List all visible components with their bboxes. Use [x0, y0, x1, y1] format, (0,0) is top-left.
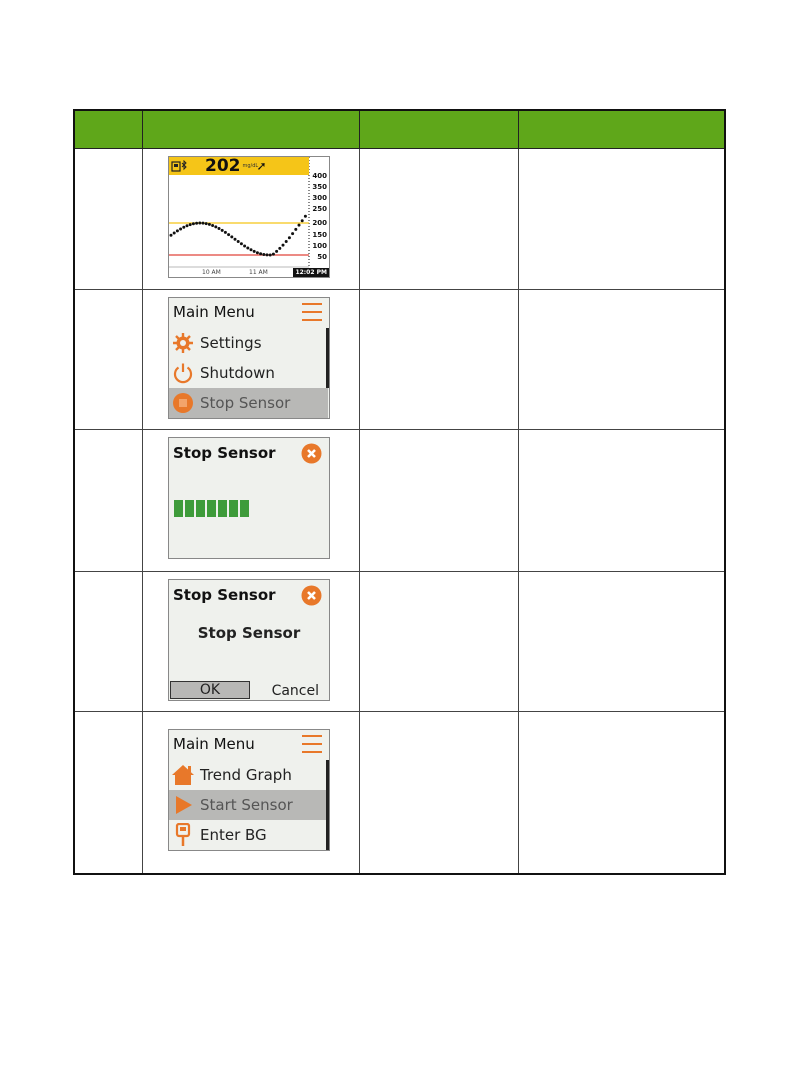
scrollbar[interactable] [326, 328, 329, 388]
table-row [74, 430, 725, 572]
table-header-row [74, 110, 725, 149]
progress-block [218, 500, 227, 517]
close-circle-icon[interactable] [301, 585, 322, 606]
y-tick-label: 150 [312, 231, 327, 239]
menu-item-label: Settings [200, 334, 262, 352]
trend-dot [186, 224, 189, 227]
trend-dot [208, 223, 211, 226]
trend-dot [230, 235, 233, 238]
step-cell [74, 149, 143, 290]
trend-dot [170, 234, 173, 237]
y-tick-label: 50 [317, 253, 327, 261]
stop-circle-icon [169, 392, 197, 414]
menu-item-label: Shutdown [200, 364, 275, 382]
step-cell [74, 572, 143, 712]
trend-dot [240, 242, 243, 245]
meter-bluetooth-icon [171, 160, 187, 173]
stop-sensor-confirm-screen [168, 579, 330, 701]
screen-cell [143, 430, 360, 572]
menu-item-label: Trend Graph [200, 766, 292, 784]
header-cell-2 [143, 110, 360, 149]
menu-item-enter-bg[interactable] [169, 820, 328, 850]
progress-block [174, 500, 183, 517]
description-cell [519, 572, 726, 712]
trend-dot [285, 240, 288, 243]
scrollbar[interactable] [326, 760, 329, 850]
menu-item-shutdown[interactable] [169, 358, 328, 388]
progress-block [207, 500, 216, 517]
home-icon [169, 764, 197, 786]
screen-cell [143, 712, 360, 875]
close-circle-icon[interactable] [301, 443, 322, 464]
glucose-header [169, 157, 309, 175]
trend-dot [211, 224, 214, 227]
trend-dot [237, 240, 240, 243]
trend-dot [179, 228, 182, 231]
trend-dot [189, 223, 192, 226]
action-cell [360, 712, 519, 875]
menu-title: Main Menu [173, 303, 255, 321]
table-row [74, 149, 725, 290]
progress-block [240, 500, 249, 517]
trend-dot [192, 222, 195, 225]
trend-dot [272, 253, 275, 256]
glucose-value: 202 [205, 156, 241, 176]
trend-dot [246, 247, 249, 250]
header-cell-1 [74, 110, 143, 149]
trend-dot [291, 232, 294, 235]
trend-dot [198, 222, 201, 225]
menu-item-start-sensor[interactable] [169, 790, 328, 820]
trend-dot [288, 236, 291, 239]
step-cell [74, 430, 143, 572]
trend-arrow-icon: ➚ [256, 159, 267, 173]
trend-graph-screen [168, 156, 330, 278]
step-cell [74, 712, 143, 875]
trend-dot [269, 254, 272, 257]
trend-dot [243, 245, 246, 248]
trend-dot [224, 231, 227, 234]
ok-button[interactable]: OK [170, 681, 250, 699]
y-tick-label: 100 [312, 242, 327, 250]
trend-dot [256, 251, 259, 254]
action-cell [360, 290, 519, 430]
dialog-title: Stop Sensor [173, 444, 276, 462]
menu-item-settings[interactable] [169, 328, 328, 358]
table-row [74, 290, 725, 430]
menu-item-label: Enter BG [200, 826, 267, 844]
hamburger-icon[interactable] [302, 303, 322, 327]
trend-dot [221, 229, 224, 232]
trend-dot [294, 228, 297, 231]
trend-dot [250, 248, 253, 251]
clock-time: 12:02 PM [295, 269, 327, 276]
trend-plot [169, 157, 329, 277]
trend-dot [182, 226, 185, 229]
trend-dot [282, 244, 285, 247]
action-cell [360, 149, 519, 290]
description-cell [519, 290, 726, 430]
y-tick-label: 350 [312, 183, 327, 191]
trend-dot [253, 250, 256, 253]
gear-icon [169, 332, 197, 354]
progress-block [196, 500, 205, 517]
dialog-message: Stop Sensor [197, 624, 301, 642]
header-cell-4 [519, 110, 726, 149]
trend-dot [173, 232, 176, 235]
power-icon [169, 362, 197, 384]
trend-dot [266, 253, 269, 256]
trend-dot [278, 247, 281, 250]
trend-dot [205, 222, 208, 225]
trend-dot [298, 224, 301, 227]
glucose-unit: mg/dL [242, 163, 259, 169]
x-tick-label: 10 AM [202, 269, 221, 276]
y-tick-label: 300 [312, 194, 327, 202]
action-cell [360, 572, 519, 712]
menu-item-trend-graph[interactable] [169, 760, 328, 790]
trend-dot [275, 250, 278, 253]
y-tick-label: 200 [312, 219, 327, 227]
description-cell [519, 430, 726, 572]
screen-cell [143, 572, 360, 712]
y-tick-label: 400 [312, 172, 327, 180]
dialog-title: Stop Sensor [173, 586, 276, 604]
progress-block [185, 500, 194, 517]
header-cell-3 [360, 110, 519, 149]
cancel-button[interactable]: Cancel [271, 683, 319, 699]
trend-dot [234, 238, 237, 241]
screen-cell [143, 149, 360, 290]
y-tick-label: 250 [312, 205, 327, 213]
blood-meter-icon [169, 823, 197, 847]
instruction-table [73, 109, 726, 875]
trend-dots [170, 215, 307, 257]
trend-dot [195, 222, 198, 225]
trend-dot [202, 222, 205, 225]
trend-dot [262, 253, 265, 256]
progress-block [229, 500, 238, 517]
play-icon [169, 795, 197, 815]
description-cell [519, 712, 726, 875]
action-cell [360, 430, 519, 572]
menu-title: Main Menu [173, 735, 255, 753]
trend-dot [304, 215, 307, 218]
menu-item-label: Stop Sensor [200, 394, 291, 412]
step-cell [74, 290, 143, 430]
trend-dot [218, 227, 221, 230]
menu-item-stop-sensor[interactable] [169, 388, 328, 418]
description-cell [519, 149, 726, 290]
stop-sensor-progress-screen [168, 437, 330, 559]
table-row [74, 712, 725, 875]
trend-dot [214, 225, 217, 228]
progress-bar [174, 500, 251, 517]
x-tick-label: 11 AM [249, 269, 268, 276]
screen-cell [143, 290, 360, 430]
table-row [74, 572, 725, 712]
trend-dot [259, 252, 262, 255]
trend-dot [227, 233, 230, 236]
main-menu-screen [168, 729, 330, 851]
menu-item-label: Start Sensor [200, 796, 293, 814]
trend-dot [176, 229, 179, 232]
hamburger-icon[interactable] [302, 735, 322, 759]
trend-dot [301, 219, 304, 222]
main-menu-screen [168, 297, 330, 419]
